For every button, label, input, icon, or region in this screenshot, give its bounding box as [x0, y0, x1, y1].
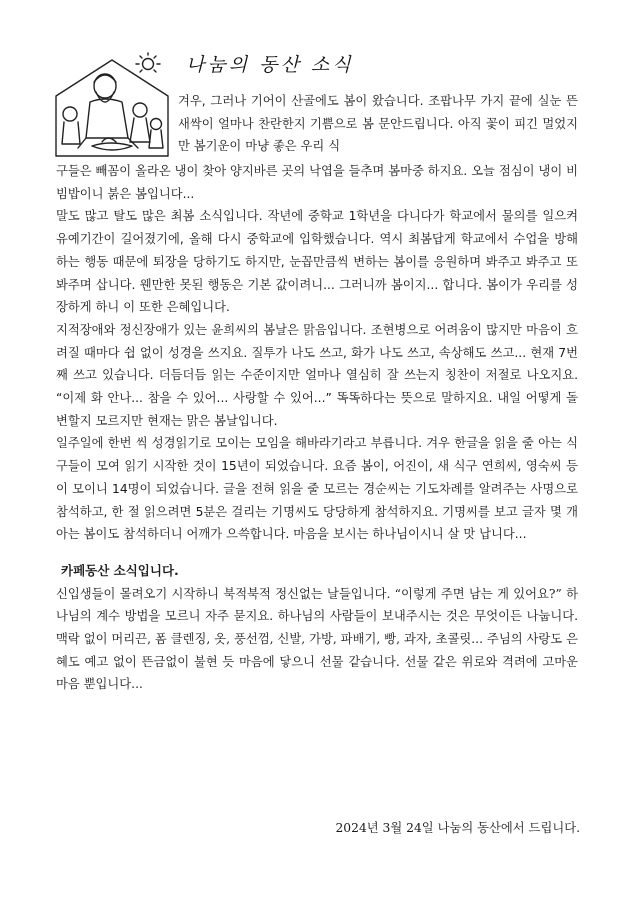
closing-signature: 2024년 3월 24일 나눔의 동산에서 드립니다. [335, 821, 580, 835]
family-house-illustration [50, 52, 175, 162]
paragraph-yunhee-news: 지적장애와 정신장애가 있는 윤희씨의 봄날은 맑음입니다. 조현병으로 어려움이 많지만 마음이 흐려질 때마다 쉽 없이 성경을 쓰지요. 질투가 나도 쓰고, 화가 나도 쓰고, 속상해도 쓰고... 현재 7번째 쓰고 있습니다. 더듬더듬 읽는 수준이지만 얼마나 열심히 잘 쓰는지 칭찬이 저절로 나오지요. “이제 화 안나... 참을 수 있어... 사랑할 수 있어...” 똑똑하다는 뜻으로 말하지요. 내일 어떻게 돌변할지 모르지만 현재는 맑은 봄날입니다. [56, 322, 578, 428]
paragraph-spring-greeting: 구들은 빼꼼이 올라온 냉이 찾아 양지바른 곳의 낙엽을 들추며 봄마중 하지요. 오늘 점심이 냉이 비빔밥이니 붉은 봄입니다... [56, 164, 578, 201]
newsletter-title: 나눔의 동산 소식 [186, 54, 354, 76]
newsletter-body [56, 160, 578, 696]
paragraph-cafe-news: 신입생들이 몰려오기 시작하니 북적북적 정신없는 날들입니다. “이렇게 주면 남는 게 있어요?” 하나님의 계수 방법을 모르니 자주 묻지요. 하나님의 사람들이 보내주시는 것은 무엇이든 나눕니다. 맥락 없이 머리끈, 폼 클렌징, 옷, 풍선껌, 신발, 가방, 파배기, 빵, 과자, 초콜릿... 주님의 사랑도 은혜도 예고 없이 뜬금없이 불현 듯 마음에 닿으니 선물 같습니다. 선물 같은 위로와 격려에 고마운 마음 뿐입니다... [56, 586, 578, 692]
paragraph-bible-reading: 일주일에 한번 씩 성경읽기로 모이는 모임을 해바라기라고 부릅니다. 겨우 한글을 읽을 줄 아는 식구들이 모여 읽기 시작한 것이 15년이 되었습니다. 요즘 봄이, 어진이, 새 식구 연희씨, 영숙씨 등이 모이니 14명이 되었습니다. 글을 전혀 읽을 줄 모르는 경순씨는 기도차례를 알려주는 사명으로 참석하고, 한 절 읽으려면 5분은 걸리는 기명씨도 당당하게 참석하지요. 기명씨를 보고 글자 몇 개 아는 봄이도 참석하더니 어깨가 으쓱합니다. 마음을 보시는 하나님이시니 살 맛 납니다... [56, 436, 578, 542]
cafe-heading: 카페동산 소식입니다. [61, 562, 179, 578]
intro-paragraph: 겨우, 그러나 기어이 산골에도 봄이 왔습니다. 조팝나무 가지 끝에 실눈 뜬 새싹이 얼마나 찬란한지 기쁨으로 봄 문안드립니다. 아직 꽃이 피긴 멀었지만 봄기운이 마냥 좋은 우리 식 [178, 94, 578, 154]
paragraph-bom-news: 말도 많고 탈도 많은 최봄 소식입니다. 작년에 중학교 1학년을 다니다가 학교에서 물의를 일으켜 유예기간이 길어졌기에, 올해 다시 중학교에 입학했습니다. 역시 최봄답게 학교에서 수업을 방해하는 행동 때문에 퇴장을 당하기도 하지만, 눈꼽만큼씩 변하는 봄이를 응원하며 봐주고 봐주고 또 봐주며 삽니다. 웬만한 못된 행동은 기본 값이려니... 그러니까 봄이지... 합니다. 봄이가 우리를 성장하게 하니 이 또한 은혜입니다. [56, 209, 578, 315]
